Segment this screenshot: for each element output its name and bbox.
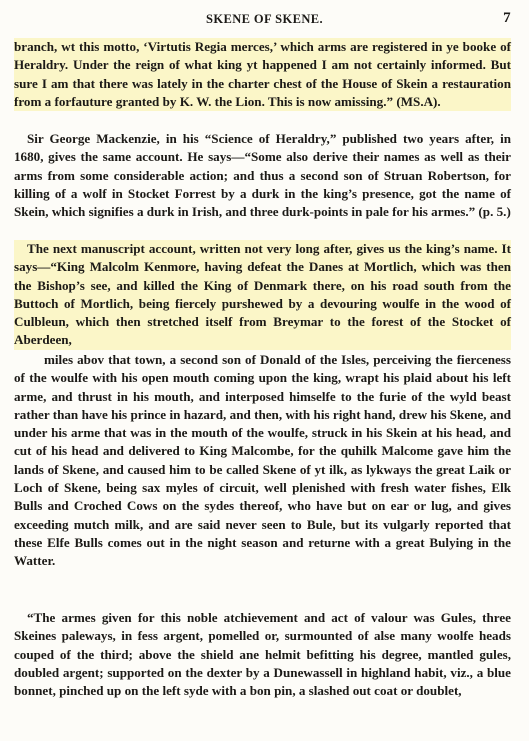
paragraph-continuation: branch, wt this motto, ‘Virtutis Regia merces,’ which arms are registered in ye booke of Heraldry. Under the reign of what king yt happened I am not certainly informed. But sure I am that there was lately in the charter chest of the House of Skein a restauration from a forfauture granted by K. W. the Lion. This is now amissing.” (MS.A). — [14, 38, 511, 111]
page-header — [12, 12, 517, 32]
paragraph-next-manuscript: The next manuscript account, written not very long after, gives us the king’s name. It says—“King Malcolm Kenmore, having defeat the Danes at Mortlich, which was then the Bishop’s see, and killed the King of Denmark there, on his road south from the Buttoch of Mortlich, being fiercely purshewed by a devouring woulfe in the wood of Culbleun, which then stretched itself from Breymar to the forest of the Stocket of Aberdeen, — [14, 240, 511, 350]
running-title: SKENE OF SKENE. — [205, 12, 324, 26]
paragraph-mackenzie: Sir George Mackenzie, in his “Science of Heraldry,” published two years after, in 1680, gives the same account. He says—“Some also derive their names as well as their arms from some considerable action; and thus a second son of Struan Robertson, for killing of a wolf in Stocket Forrest by a durk in the king’s presence, got the name of Skein, which signifies a durk in Irish, and three durk-points in pale for his armes.” (p. 5.) — [14, 131, 511, 220]
paragraph-armes: “The armes given for this noble atchievement and act of valour was Gules, three Skeines paleways, in fess argent, pomelled or, surmounted of alse many woolfe heads couped of the third; above the shield ane helmit befitting his degree, mantled gules, doubled argent; supported on the dexter by a Dunewassell in highland habit, viz., a blue bonnet, pinched up on the left syde with a bon pin, a slashed out coat or doublet, — [14, 610, 511, 699]
paragraph-wolf-story: miles abov that town, a second son of Donald of the Isles, perceiving the fierceness of the woulfe with his open mouth coming upon the king, wrapt his plaid about his left arme, and thrust in his mouth, and interposed himselfe to the furie of the wyld beast rather than have his prince in hazard, and then, with his right hand, drew his Skene, and under his arme that was in the mouth of the woulfe, struck in his Skein at his head, and cut of his head and delivered to King Malcombe, for the quhilk Malcome gave him the lands of Skene, and caused him to be called Skene of yt ilk, as lykways the great Laik or Loch of Skene, being sax myles of circuit, well plenished with fresh water fishes, Elk Bulls and Croched Cows on the sydes thereof, who have but on ear or lug, and gives exceeding mutch milk, and are said never seen to Bule, but its vulgarly reported that these Elfe Bulls comes out in the night season and returne with a great Bulying in the Watter. — [14, 352, 511, 569]
page-number: 7 — [503, 10, 511, 26]
